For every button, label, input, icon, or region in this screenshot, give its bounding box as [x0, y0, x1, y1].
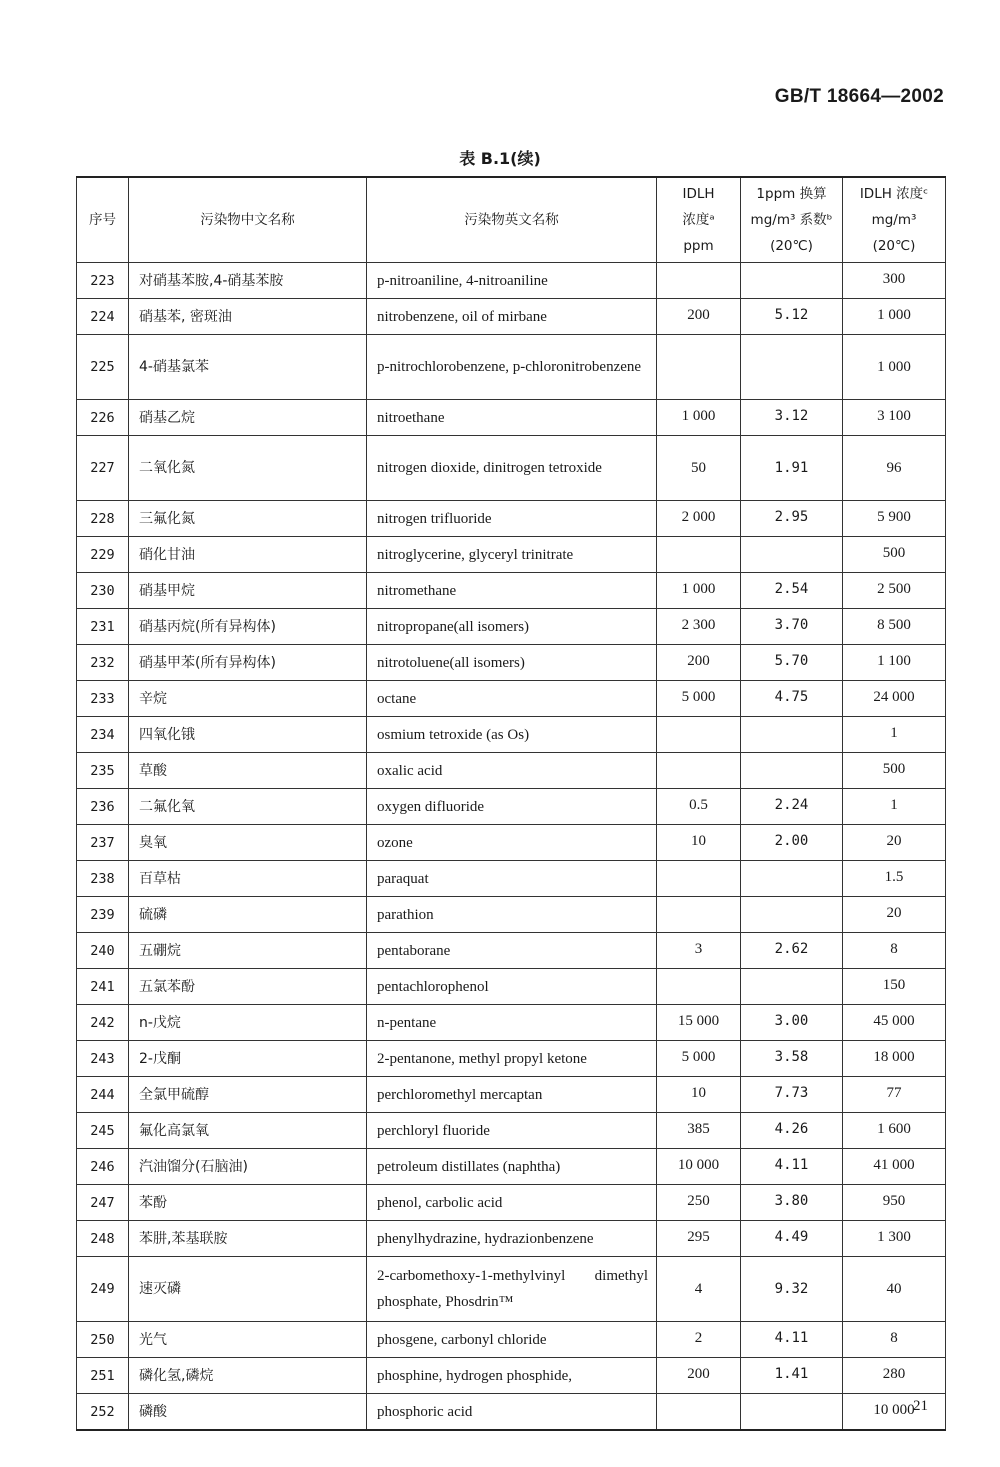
row-idlh-ppm-cell: 2 000 [657, 501, 741, 537]
table-row [77, 573, 946, 609]
row-en-name-cell: nitrogen dioxide, dinitrogen tetroxide [367, 436, 657, 501]
row-en-name-cell: pentachlorophenol [367, 969, 657, 1005]
row-factor-cell: 5.70 [741, 645, 843, 681]
row-idlh-ppm-cell: 4 [657, 1257, 741, 1322]
row-cn-name-cell: 二氟化氧 [129, 789, 367, 825]
row-idlh-mg-cell: 8 [843, 933, 946, 969]
row-en-name-cell: phosgene, carbonyl chloride [367, 1322, 657, 1358]
row-factor-cell [741, 263, 843, 299]
row-en-name-cell: 2-pentanone, methyl propyl ketone [367, 1041, 657, 1077]
col-header-idlh-ppm [657, 177, 741, 263]
row-index-cell: 237 [77, 825, 129, 861]
row-index-cell: 251 [77, 1358, 129, 1394]
row-idlh-ppm-cell [657, 263, 741, 299]
row-index-cell: 245 [77, 1113, 129, 1149]
row-index-cell: 241 [77, 969, 129, 1005]
col-header-idlh-mg [843, 177, 946, 263]
row-idlh-mg-cell: 18 000 [843, 1041, 946, 1077]
row-en-name-cell: paraquat [367, 861, 657, 897]
table-row [77, 1394, 946, 1431]
row-idlh-ppm-cell: 50 [657, 436, 741, 501]
row-index-cell: 233 [77, 681, 129, 717]
row-index-cell: 236 [77, 789, 129, 825]
row-index-cell: 230 [77, 573, 129, 609]
row-idlh-ppm-cell [657, 861, 741, 897]
table-row [77, 717, 946, 753]
row-factor-cell: 4.49 [741, 1221, 843, 1257]
row-idlh-mg-cell: 1 [843, 717, 946, 753]
row-idlh-ppm-cell: 5 000 [657, 681, 741, 717]
row-en-name-cell: perchloryl fluoride [367, 1113, 657, 1149]
col-header-factor [741, 177, 843, 263]
row-en-name-cell: oxygen difluoride [367, 789, 657, 825]
row-index-cell: 242 [77, 1005, 129, 1041]
row-idlh-mg-cell: 20 [843, 897, 946, 933]
row-cn-name-cell: 磷酸 [129, 1394, 367, 1431]
row-idlh-mg-cell: 3 100 [843, 400, 946, 436]
row-idlh-mg-cell: 24 000 [843, 681, 946, 717]
row-cn-name-cell: 磷化氢,磷烷 [129, 1358, 367, 1394]
row-idlh-mg-cell: 300 [843, 263, 946, 299]
col-header-factor-line1: 1ppm 换算 [756, 186, 827, 202]
row-index-cell: 231 [77, 609, 129, 645]
row-idlh-ppm-cell: 2 300 [657, 609, 741, 645]
row-cn-name-cell: 四氧化锇 [129, 717, 367, 753]
row-cn-name-cell: 辛烷 [129, 681, 367, 717]
row-idlh-mg-cell: 2 500 [843, 573, 946, 609]
row-idlh-ppm-cell [657, 753, 741, 789]
row-index-cell: 243 [77, 1041, 129, 1077]
col-header-en-name: 污染物英文名称 [367, 177, 657, 263]
col-header-idlh-mg-line1: IDLH 浓度ᶜ [859, 186, 929, 202]
table-row [77, 1005, 946, 1041]
table-row [77, 969, 946, 1005]
row-cn-name-cell: 硝基甲烷 [129, 573, 367, 609]
row-en-name-cell: octane [367, 681, 657, 717]
row-idlh-mg-cell: 40 [843, 1257, 946, 1322]
table-row [77, 1041, 946, 1077]
table-row [77, 1149, 946, 1185]
row-factor-cell: 4.26 [741, 1113, 843, 1149]
row-en-name-cell: nitroglycerine, glyceryl trinitrate [367, 537, 657, 573]
row-cn-name-cell: 五硼烷 [129, 933, 367, 969]
row-idlh-mg-cell: 1.5 [843, 861, 946, 897]
row-index-cell: 232 [77, 645, 129, 681]
row-idlh-ppm-cell: 10 [657, 1077, 741, 1113]
row-factor-cell: 4.75 [741, 681, 843, 717]
col-header-idlh-mg-line3: (20℃) [872, 238, 916, 254]
row-factor-cell: 5.12 [741, 299, 843, 335]
row-index-cell: 250 [77, 1322, 129, 1358]
row-en-name-cell: oxalic acid [367, 753, 657, 789]
page-number: 21 [913, 1398, 928, 1414]
row-factor-cell: 7.73 [741, 1077, 843, 1113]
row-factor-cell [741, 335, 843, 400]
row-idlh-mg-cell: 77 [843, 1077, 946, 1113]
row-factor-cell: 1.41 [741, 1358, 843, 1394]
row-cn-name-cell: 光气 [129, 1322, 367, 1358]
row-index-cell: 238 [77, 861, 129, 897]
table-caption: 表 B.1(续) [459, 149, 541, 168]
row-index-cell: 227 [77, 436, 129, 501]
row-index-cell: 234 [77, 717, 129, 753]
row-factor-cell: 2.54 [741, 573, 843, 609]
row-idlh-mg-cell: 1 600 [843, 1113, 946, 1149]
row-idlh-ppm-cell: 200 [657, 299, 741, 335]
table-row [77, 897, 946, 933]
row-en-name-cell: petroleum distillates (naphtha) [367, 1149, 657, 1185]
table-row [77, 1358, 946, 1394]
row-index-cell: 239 [77, 897, 129, 933]
row-idlh-ppm-cell: 10 000 [657, 1149, 741, 1185]
row-cn-name-cell: 4-硝基氯苯 [129, 335, 367, 400]
row-idlh-ppm-cell [657, 717, 741, 753]
row-idlh-mg-cell: 1 100 [843, 645, 946, 681]
row-idlh-ppm-cell: 15 000 [657, 1005, 741, 1041]
row-idlh-ppm-cell: 3 [657, 933, 741, 969]
row-en-name-cell: ozone [367, 825, 657, 861]
table-row [77, 1257, 946, 1322]
row-idlh-ppm-cell [657, 335, 741, 400]
row-factor-cell [741, 897, 843, 933]
row-cn-name-cell: 硫磷 [129, 897, 367, 933]
row-cn-name-cell: 速灭磷 [129, 1257, 367, 1322]
row-en-name-cell: phosphoric acid [367, 1394, 657, 1431]
row-index-cell: 226 [77, 400, 129, 436]
row-factor-cell: 2.95 [741, 501, 843, 537]
row-factor-cell: 3.12 [741, 400, 843, 436]
table-row [77, 263, 946, 299]
row-cn-name-cell: 五氯苯酚 [129, 969, 367, 1005]
table-row [77, 299, 946, 335]
row-idlh-mg-cell: 8 [843, 1322, 946, 1358]
row-en-name-cell: p-nitroaniline, 4-nitroaniline [367, 263, 657, 299]
table-row [77, 537, 946, 573]
row-idlh-mg-cell: 1 300 [843, 1221, 946, 1257]
row-en-name-cell: nitropropane(all isomers) [367, 609, 657, 645]
row-idlh-ppm-cell [657, 897, 741, 933]
table-row [77, 933, 946, 969]
table-row [77, 1185, 946, 1221]
row-cn-name-cell: 百草枯 [129, 861, 367, 897]
row-cn-name-cell: 二氧化氮 [129, 436, 367, 501]
row-en-name-cell: perchloromethyl mercaptan [367, 1077, 657, 1113]
table-row [77, 645, 946, 681]
row-factor-cell [741, 861, 843, 897]
row-cn-name-cell: 三氟化氮 [129, 501, 367, 537]
row-factor-cell: 9.32 [741, 1257, 843, 1322]
row-factor-cell: 2.00 [741, 825, 843, 861]
row-en-name-cell: n-pentane [367, 1005, 657, 1041]
row-idlh-mg-cell: 1 [843, 789, 946, 825]
row-factor-cell: 3.80 [741, 1185, 843, 1221]
row-cn-name-cell: 苯酚 [129, 1185, 367, 1221]
row-cn-name-cell: 对硝基苯胺,4-硝基苯胺 [129, 263, 367, 299]
row-index-cell: 228 [77, 501, 129, 537]
row-factor-cell: 3.00 [741, 1005, 843, 1041]
row-en-name-cell: phosphine, hydrogen phosphide, [367, 1358, 657, 1394]
table-row [77, 861, 946, 897]
row-factor-cell: 3.70 [741, 609, 843, 645]
row-idlh-mg-cell: 950 [843, 1185, 946, 1221]
row-idlh-mg-cell: 5 900 [843, 501, 946, 537]
row-index-cell: 252 [77, 1394, 129, 1431]
row-idlh-ppm-cell: 1 000 [657, 400, 741, 436]
row-en-name-cell: pentaborane [367, 933, 657, 969]
row-en-name-cell: 2-carbomethoxy-1-methylvinyl dimethyl phosphate, Phosdrin™ [367, 1257, 657, 1322]
table-header-row [77, 177, 946, 263]
row-index-cell: 249 [77, 1257, 129, 1322]
row-factor-cell: 4.11 [741, 1149, 843, 1185]
table-row [77, 501, 946, 537]
row-factor-cell [741, 717, 843, 753]
col-header-index: 序号 [77, 177, 129, 263]
table-row [77, 335, 946, 400]
row-cn-name-cell: 氟化高氯氧 [129, 1113, 367, 1149]
row-idlh-mg-cell: 10 000 [843, 1394, 946, 1431]
row-factor-cell [741, 1394, 843, 1431]
row-idlh-mg-cell: 500 [843, 537, 946, 573]
row-factor-cell: 2.24 [741, 789, 843, 825]
row-idlh-mg-cell: 500 [843, 753, 946, 789]
row-index-cell: 247 [77, 1185, 129, 1221]
row-idlh-ppm-cell: 1 000 [657, 573, 741, 609]
row-index-cell: 224 [77, 299, 129, 335]
row-cn-name-cell: 硝基甲苯(所有异构体) [129, 645, 367, 681]
col-header-cn-name: 污染物中文名称 [129, 177, 367, 263]
row-idlh-mg-cell: 1 000 [843, 335, 946, 400]
row-index-cell: 240 [77, 933, 129, 969]
row-factor-cell [741, 969, 843, 1005]
row-en-name-cell: nitromethane [367, 573, 657, 609]
row-en-name-cell: p-nitrochlorobenzene, p-chloronitrobenzene [367, 335, 657, 400]
col-header-idlh-ppm-line3: ppm [683, 238, 714, 254]
row-index-cell: 235 [77, 753, 129, 789]
row-en-name-cell: nitrotoluene(all isomers) [367, 645, 657, 681]
col-header-idlh-ppm-line1: IDLH [682, 186, 715, 202]
row-cn-name-cell: n-戊烷 [129, 1005, 367, 1041]
row-factor-cell: 3.58 [741, 1041, 843, 1077]
table-row [77, 436, 946, 501]
row-index-cell: 225 [77, 335, 129, 400]
col-header-factor-line2: mg/m³ 系数ᵇ [750, 212, 833, 228]
row-index-cell: 244 [77, 1077, 129, 1113]
row-idlh-ppm-cell [657, 969, 741, 1005]
col-header-idlh-mg-line2: mg/m³ [871, 212, 917, 228]
row-cn-name-cell: 全氯甲硫醇 [129, 1077, 367, 1113]
row-index-cell: 223 [77, 263, 129, 299]
row-factor-cell: 1.91 [741, 436, 843, 501]
row-idlh-mg-cell: 8 500 [843, 609, 946, 645]
col-header-factor-line3: (20℃) [770, 238, 813, 254]
row-en-name-cell: nitrogen trifluoride [367, 501, 657, 537]
table-row [77, 789, 946, 825]
row-en-name-cell: parathion [367, 897, 657, 933]
row-idlh-mg-cell: 280 [843, 1358, 946, 1394]
row-idlh-ppm-cell: 200 [657, 1358, 741, 1394]
row-idlh-ppm-cell [657, 1394, 741, 1431]
row-cn-name-cell: 硝基丙烷(所有异构体) [129, 609, 367, 645]
row-factor-cell [741, 753, 843, 789]
row-idlh-ppm-cell: 5 000 [657, 1041, 741, 1077]
row-en-name-cell: phenylhydrazine, hydrazionbenzene [367, 1221, 657, 1257]
row-idlh-ppm-cell: 10 [657, 825, 741, 861]
row-cn-name-cell: 硝化甘油 [129, 537, 367, 573]
idlh-table [76, 176, 946, 1431]
row-idlh-ppm-cell [657, 537, 741, 573]
row-idlh-mg-cell: 150 [843, 969, 946, 1005]
row-index-cell: 229 [77, 537, 129, 573]
row-idlh-mg-cell: 45 000 [843, 1005, 946, 1041]
row-cn-name-cell: 2-戊酮 [129, 1041, 367, 1077]
row-en-name-cell: osmium tetroxide (as Os) [367, 717, 657, 753]
row-factor-cell: 2.62 [741, 933, 843, 969]
row-cn-name-cell: 苯肼,苯基联胺 [129, 1221, 367, 1257]
row-idlh-ppm-cell: 250 [657, 1185, 741, 1221]
row-idlh-mg-cell: 96 [843, 436, 946, 501]
row-cn-name-cell: 臭氧 [129, 825, 367, 861]
table-row [77, 400, 946, 436]
table-row [77, 1322, 946, 1358]
row-idlh-ppm-cell: 295 [657, 1221, 741, 1257]
row-idlh-ppm-cell: 200 [657, 645, 741, 681]
col-header-idlh-ppm-line2: 浓度ᵃ [682, 212, 715, 228]
row-cn-name-cell: 硝基乙烷 [129, 400, 367, 436]
row-en-name-cell: nitrobenzene, oil of mirbane [367, 299, 657, 335]
table-row [77, 1077, 946, 1113]
row-en-name-cell: phenol, carbolic acid [367, 1185, 657, 1221]
table-row [77, 825, 946, 861]
row-idlh-ppm-cell: 0.5 [657, 789, 741, 825]
standard-code: GB/T 18664—2002 [774, 86, 944, 107]
row-cn-name-cell: 草酸 [129, 753, 367, 789]
table-row [77, 753, 946, 789]
row-cn-name-cell: 硝基苯, 密斑油 [129, 299, 367, 335]
row-idlh-ppm-cell: 385 [657, 1113, 741, 1149]
row-index-cell: 246 [77, 1149, 129, 1185]
row-idlh-mg-cell: 20 [843, 825, 946, 861]
table-row [77, 1221, 946, 1257]
row-idlh-mg-cell: 1 000 [843, 299, 946, 335]
table-row [77, 609, 946, 645]
row-en-name-cell: nitroethane [367, 400, 657, 436]
table-row [77, 1113, 946, 1149]
row-cn-name-cell: 汽油馏分(石脑油) [129, 1149, 367, 1185]
table-row [77, 681, 946, 717]
row-index-cell: 248 [77, 1221, 129, 1257]
row-idlh-mg-cell: 41 000 [843, 1149, 946, 1185]
row-factor-cell [741, 537, 843, 573]
row-factor-cell: 4.11 [741, 1322, 843, 1358]
row-idlh-ppm-cell: 2 [657, 1322, 741, 1358]
